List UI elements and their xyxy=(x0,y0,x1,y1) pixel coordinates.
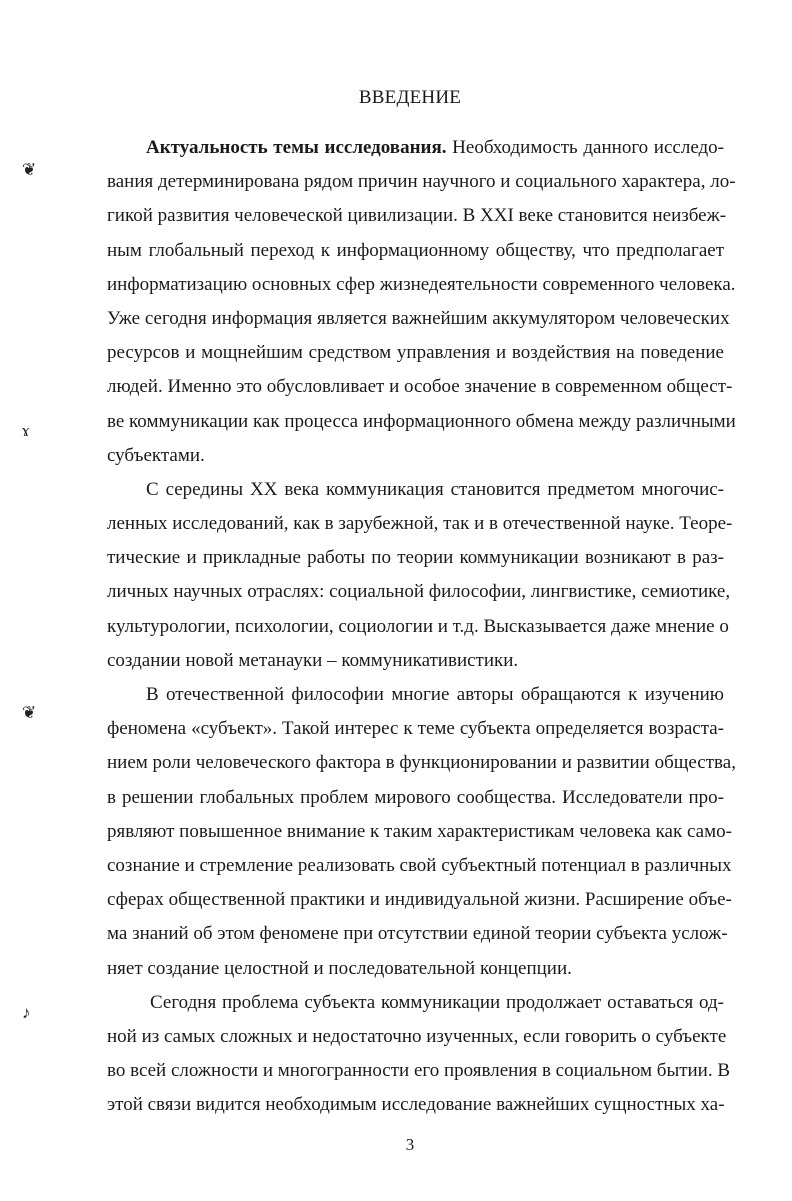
margin-mark-1: ❦ xyxy=(22,160,37,179)
text-line: ным глобальный переход к информационному обществу, что предполагает xyxy=(107,239,724,261)
text-line: ленных исследований, как в зарубежной, так и в отечественной науке. Теоре- xyxy=(107,513,733,535)
text-line: информатизацию основных сфер жизнедеятельности современного человека. xyxy=(107,273,736,295)
text-line: гикой развития человеческой цивилизации. В XXI веке становится неизбеж- xyxy=(107,205,727,227)
text-line: рявляют повышенное внимание к таким характеристикам человека как само- xyxy=(107,820,732,842)
text-line: ресурсов и мощнейшим средством управления и воздействия на поведение xyxy=(107,342,724,364)
body-text xyxy=(107,131,736,1122)
page-number: 3 xyxy=(405,1135,415,1154)
text-line: в решении глобальных проблем мирового сообщества. Исследователи про- xyxy=(107,786,724,808)
text-line: тические и прикладные работы по теории коммуникации возникают в раз- xyxy=(107,547,724,569)
text-line: ве коммуникации как процесса информационного обмена между различными xyxy=(107,410,736,432)
text-line: людей. Именно это обусловливает и особое значение в современном общест- xyxy=(107,376,733,398)
text-line: вания детерминирована рядом причин научного и социального характера, ло- xyxy=(107,171,736,193)
section-title: ВВЕДЕНИЕ xyxy=(358,87,462,108)
text-line: этой связи видится необходимым исследование важнейших сущностных ха- xyxy=(107,1094,725,1116)
text-line: ной из самых сложных и недостаточно изученных, если говорить о субъекте xyxy=(107,1025,727,1047)
text-line: создании новой метанауки – коммуникативистики. xyxy=(107,649,519,671)
lead-phrase: Актуальность темы исследования. xyxy=(146,137,447,158)
text-line: во всей сложности и многогранности его проявления в социальном бытии. В xyxy=(107,1060,731,1082)
text-line: феномена «субъект». Такой интерес к теме субъекта определяется возраста- xyxy=(107,718,724,740)
text-line: В отечественной философии многие авторы обращаются к изучению xyxy=(146,684,724,705)
margin-mark-3: ❦ xyxy=(22,703,37,722)
text-line: культурологии, психологии, социологии и т.д. Высказывается даже мнение о xyxy=(107,615,729,637)
text-line: Уже сегодня информация является важнейшим аккумулятором человеческих xyxy=(107,307,730,329)
text-line: ма знаний об этом феномене при отсутствии единой теории субъекта услож- xyxy=(107,923,728,945)
text-line: личных научных отраслях: социальной философии, лингвистике, семиотике, xyxy=(107,581,731,603)
margin-mark-4: ♪ xyxy=(22,1003,31,1022)
text-line: Актуальность темы исследования. Необходимость данного исследо- xyxy=(146,137,725,158)
text-line: няет создание целостной и последовательной концепции. xyxy=(107,957,572,979)
text-line: Сегодня проблема субъекта коммуникации продолжает оставаться од- xyxy=(150,991,724,1013)
text-line: сознание и стремление реализовать свой субъектный потенциал в различных xyxy=(107,854,732,876)
text-line: С середины XX века коммуникация становится предметом многочис- xyxy=(146,478,724,500)
text-line: нием роли человеческого фактора в функционировании и развитии общества, xyxy=(107,752,736,774)
text-line: субъектами. xyxy=(107,444,205,466)
text-line: сферах общественной практики и индивидуальной жизни. Расширение объе- xyxy=(107,889,732,911)
margin-mark-2: ɤ xyxy=(22,421,30,440)
